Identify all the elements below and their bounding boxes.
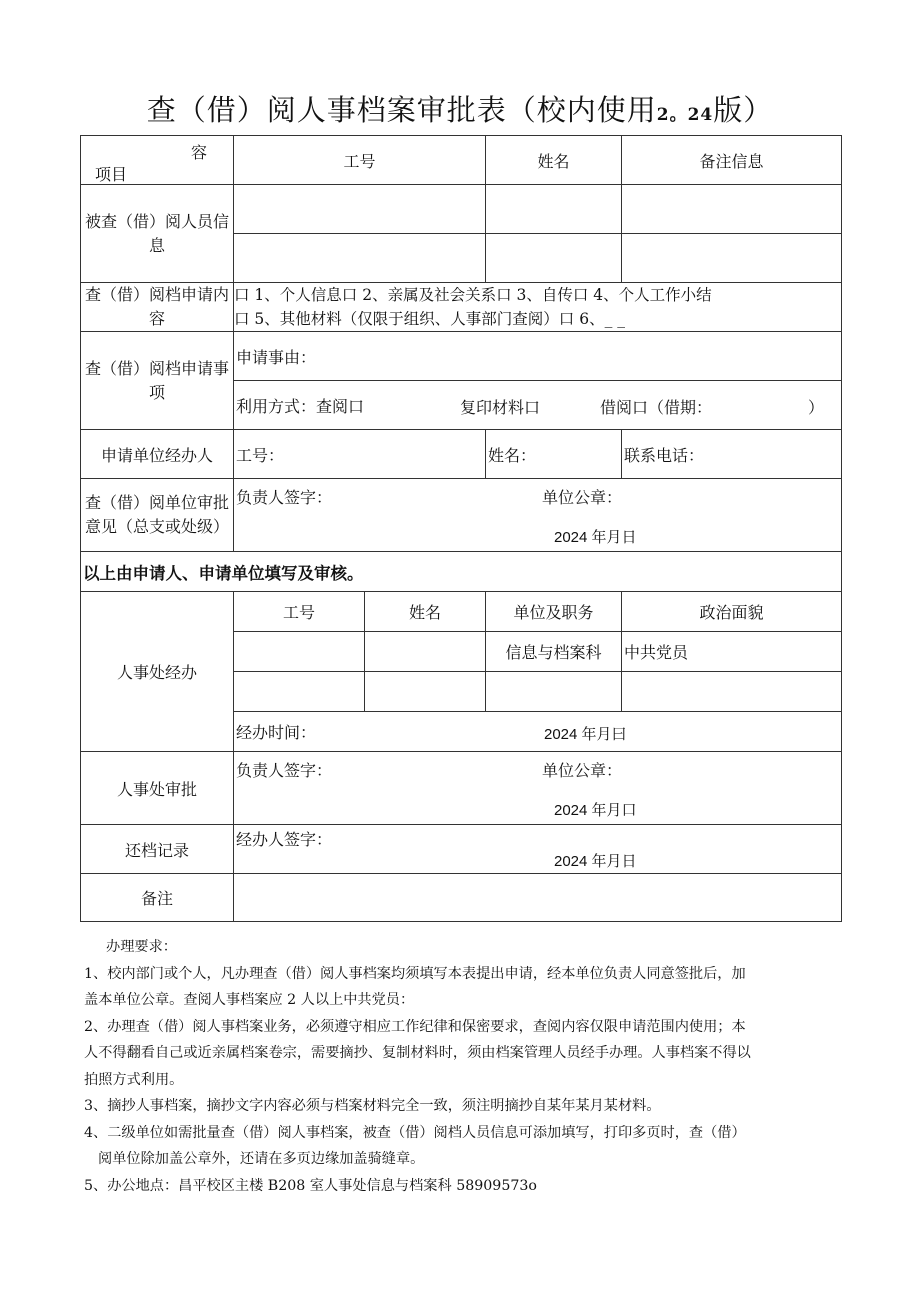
hr-col-politics: 政治面貌	[622, 592, 842, 632]
hr-col-name: 姓名	[365, 592, 486, 632]
content-label: 查（借）阅档申请内容	[81, 283, 234, 332]
requirement-2c: 拍照方式利用。	[84, 1071, 184, 1088]
unit-approval-label: 查（借）阅单位审批意见（总支或处级）	[81, 479, 234, 552]
applicant-note: 以上由申请人、申请单位填写及审核。	[81, 552, 842, 592]
hr-approval-label: 人事处审批	[81, 752, 234, 825]
remarks-field[interactable]	[234, 874, 842, 922]
hr-approval-field[interactable]: 负责人签字： 单位公章： 2024 年月口	[234, 752, 842, 825]
header-remark: 备注信息	[622, 136, 842, 185]
header-id: 工号	[234, 136, 486, 185]
requirement-4a: 4、二级单位如需批量查（借）阅人事档案，被查（借）阅档人员信息可添加填写，打印多页时，查（借）	[84, 1124, 746, 1141]
hr-handler-label: 人事处经办	[81, 592, 234, 752]
person-id-field-2[interactable]	[234, 234, 486, 283]
person-info-label: 被查（借）阅人员信息	[81, 185, 234, 283]
matter-label: 查（借）阅档申请事项	[81, 332, 234, 430]
return-record-label: 还档记录	[81, 825, 234, 874]
agent-label: 申请单位经办人	[81, 430, 234, 479]
hr-name-field-1[interactable]	[365, 632, 486, 672]
hr-politics-field-2[interactable]	[622, 672, 842, 712]
requirement-3: 3、摘抄人事档案，摘抄文字内容必须与档案材料完全一致，须注明摘抄自某年某月某材料。	[84, 1098, 661, 1114]
return-record-field[interactable]: 经办人签字： 2024 年月日	[234, 825, 842, 874]
person-id-field-1[interactable]	[234, 185, 486, 234]
requirement-2a: 2、办理查（借）阅人事档案业务，必须遵守相应工作纪律和保密要求，查阅内容仅限申请范围内使用；本	[84, 1018, 746, 1035]
requirement-4b: 阅单位除加盖公章外，还请在多页边缘加盖骑缝章。	[98, 1151, 425, 1167]
unit-approval-field[interactable]: 负责人签字： 单位公章： 2024 年月日	[234, 479, 842, 552]
person-name-field-2[interactable]	[486, 234, 622, 283]
hr-id-field-2[interactable]	[234, 672, 365, 712]
usage-options[interactable]: 利用方式：查阅口 复印材料口 借阅口（借期： ）	[234, 381, 842, 430]
requirement-2b: 人不得翻看自己或近亲属档案卷宗，需要摘抄、复制材料时，须由档案管理人员经手办理。人事档案不得以	[84, 1045, 751, 1061]
requirements-section	[84, 934, 836, 1199]
content-options[interactable]: 口 1、个人信息口 2、亲属及社会关系口 3、自传口 4、个人工作小结 口 5、其他材料（仅限于组织、人事部门查阅）口 6、_ _	[234, 283, 842, 332]
hr-col-id: 工号	[234, 592, 365, 632]
person-remark-field-1[interactable]	[622, 185, 842, 234]
remarks-label: 备注	[81, 874, 234, 922]
approval-form-table	[80, 135, 842, 922]
requirement-5: 5、办公地点：昌平校区主楼 B208 室人事处信息与档案科 58909573o	[84, 1177, 537, 1194]
reason-field[interactable]: 申请事由：	[234, 332, 842, 381]
hr-time-field[interactable]: 经办时间： 2024 年月曰	[234, 712, 842, 752]
page-title: 查（借）阅人事档案审批表（校内使用2。24版）	[146, 93, 774, 127]
person-name-field-1[interactable]	[486, 185, 622, 234]
requirement-1b: 盖本单位公章。查阅人事档案应 2 人以上中共党员：	[84, 992, 415, 1008]
hr-name-field-2[interactable]	[365, 672, 486, 712]
agent-name-field[interactable]: 姓名：	[486, 430, 622, 479]
requirement-1a: 1、校内部门或个人，凡办理查（借）阅人事档案均须填写本表提出申请，经本单位负责人同意签批后，加	[84, 965, 746, 982]
hr-unit-field-2[interactable]	[486, 672, 622, 712]
requirements-heading: 办理要求：	[106, 939, 177, 955]
person-remark-field-2[interactable]	[622, 234, 842, 283]
header-corner-cell: 容 项目	[81, 136, 234, 185]
hr-id-field-1[interactable]	[234, 632, 365, 672]
hr-unit-field-1[interactable]: 信息与档案科	[486, 632, 622, 672]
agent-phone-field[interactable]: 联系电话：	[622, 430, 842, 479]
hr-politics-field-1[interactable]: 中共党员	[622, 632, 842, 672]
hr-col-unit: 单位及职务	[486, 592, 622, 632]
agent-id-field[interactable]: 工号：	[234, 430, 486, 479]
header-name: 姓名	[486, 136, 622, 185]
